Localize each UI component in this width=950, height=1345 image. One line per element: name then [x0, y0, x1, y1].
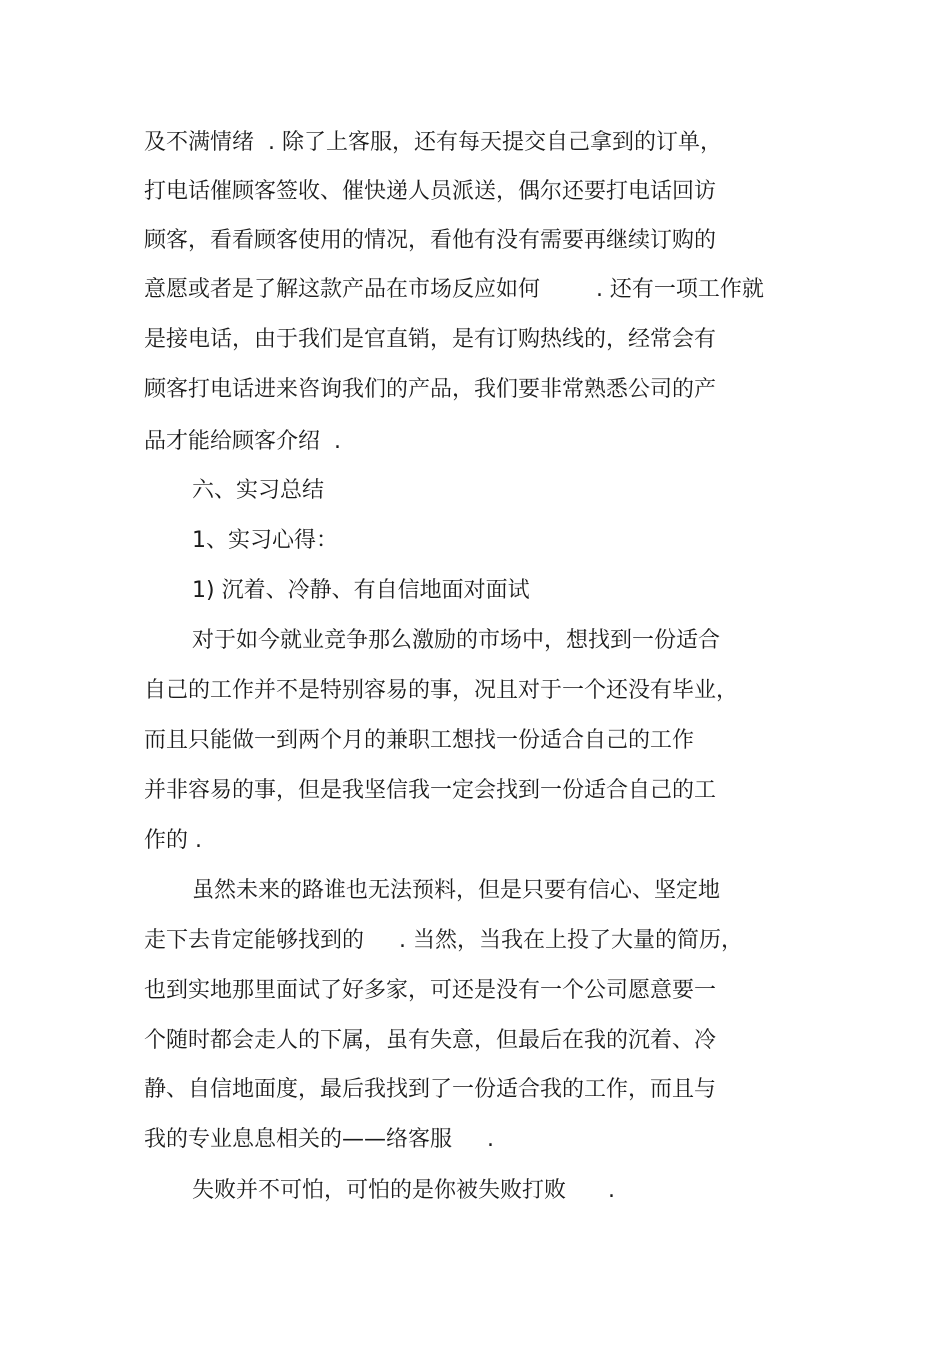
- text-line: 顾客打电话进来咨询我们的产品，我们要非常熟悉公司的产: [144, 377, 717, 402]
- text-line: 及不满情绪 . 除了上客服，还有每天提交自己拿到的订单，: [144, 130, 722, 155]
- text-line: 意愿或者是了解这款产品在市场反应如何 . 还有一项工作就: [144, 277, 764, 302]
- text-line: 静、自信地面度，最后我找到了一份适合我的工作，而且与: [144, 1077, 717, 1102]
- section-heading: 六、实习总结: [192, 478, 325, 503]
- text-line: 走下去肯定能够找到的 . 当然，当我在上投了大量的简历，: [144, 928, 743, 953]
- text-line: 并非容易的事，但是我坚信我一定会找到一份适合自己的工: [144, 778, 717, 803]
- subsection-heading: 1) 沉着、冷静、有自信地面对面试: [192, 578, 530, 603]
- paragraph-first-line: 对于如今就业竞争那么激励的市场中，想找到一份适合: [192, 628, 721, 653]
- subsection-heading: 1、实习心得：: [192, 528, 338, 553]
- text-line: 自己的工作并不是特别容易的事，况且对于一个还没有毕业，: [144, 678, 739, 703]
- text-line: 个随时都会走人的下属，虽有失意，但最后在我的沉着、冷: [144, 1028, 717, 1053]
- paragraph-first-line: 失败并不可怕，可怕的是你被失败打败 .: [192, 1178, 615, 1203]
- text-line: 也到实地那里面试了好多家，可还是没有一个公司愿意要一: [144, 978, 717, 1003]
- text-line: 顾客，看看顾客使用的情况，看他有没有需要再继续订购的: [144, 228, 717, 253]
- text-line: 打电话催顾客签收、催快递人员派送，偶尔还要打电话回访: [144, 179, 717, 204]
- text-line: 品才能给顾客介绍 .: [144, 429, 341, 454]
- text-line: 是接电话，由于我们是官直销，是有订购热线的，经常会有: [144, 327, 717, 352]
- text-line: 我的专业息息相关的——络客服 .: [144, 1127, 494, 1152]
- text-line: 而且只能做一到两个月的兼职工想找一份适合自己的工作: [144, 728, 695, 753]
- paragraph-first-line: 虽然未来的路谁也无法预料，但是只要有信心、坚定地: [192, 878, 721, 903]
- text-line: 作的 .: [144, 828, 202, 853]
